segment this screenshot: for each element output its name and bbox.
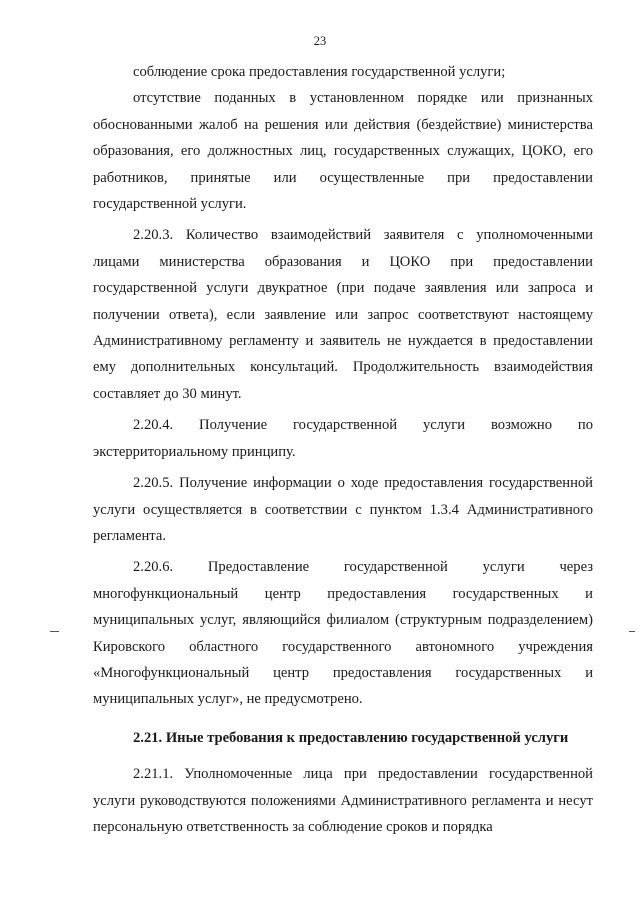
paragraph-2-20-5: 2.20.5. Получение информации о ходе предоставления государственной услуги осуществляется в соответствии с пунктом 1.3.4 Административного регламента.	[93, 475, 593, 544]
paragraph-2: отсутствие поданных в установленном порядке или признанных обоснованными жалоб на решения или действия (бездействие) министерства образования, его должностных лиц, государственных служащих, ЦОКО, его работников, принятые или осуществленные при предоставлении государственной услуги.	[93, 90, 593, 213]
paragraph-2-20-3: 2.20.3. Количество взаимодействий заявителя с уполномоченными лицами министерства образования и ЦОКО при предоставлении государственной услуги двукратное (при подаче заявления или запроса и получении ответа), если заявление или запрос соответствуют настоящему Административному регламенту и заявитель не нуждается в предоставлении ему дополнительных консультаций. Продолжительность взаимодействия составляет до 30 минут.	[93, 227, 593, 402]
paragraph-2-20-6: 2.20.6. Предоставление государственной услуги через многофункциональный центр предоставления государственных и муниципальных услуг, являющийся филиалом (структурным подразделением) Кировского областного государственного автономного учреждения «Многофункциональный центр предоставления государственных и муниципальных услуг», не предусмотрено.	[93, 559, 593, 708]
document-body	[93, 59, 593, 845]
scan-mark-left	[50, 631, 59, 632]
paragraph-2-20-4: 2.20.4. Получение государственной услуги возможно по экстерриториальному принципу.	[93, 417, 593, 460]
page-number: 23	[313, 34, 327, 48]
section-heading: 2.21. Иные требования к предоставлению государственной услуги	[133, 729, 569, 746]
scan-mark-right	[629, 631, 635, 632]
paragraph-2-21-1: 2.21.1. Уполномоченные лица при предоставлении государственной услуги руководствуются положениями Административного регламента и несут персональную ответственность за соблюдение сроков и порядка	[93, 766, 593, 835]
paragraph-1: соблюдение срока предоставления государственной услуги;	[133, 64, 506, 80]
